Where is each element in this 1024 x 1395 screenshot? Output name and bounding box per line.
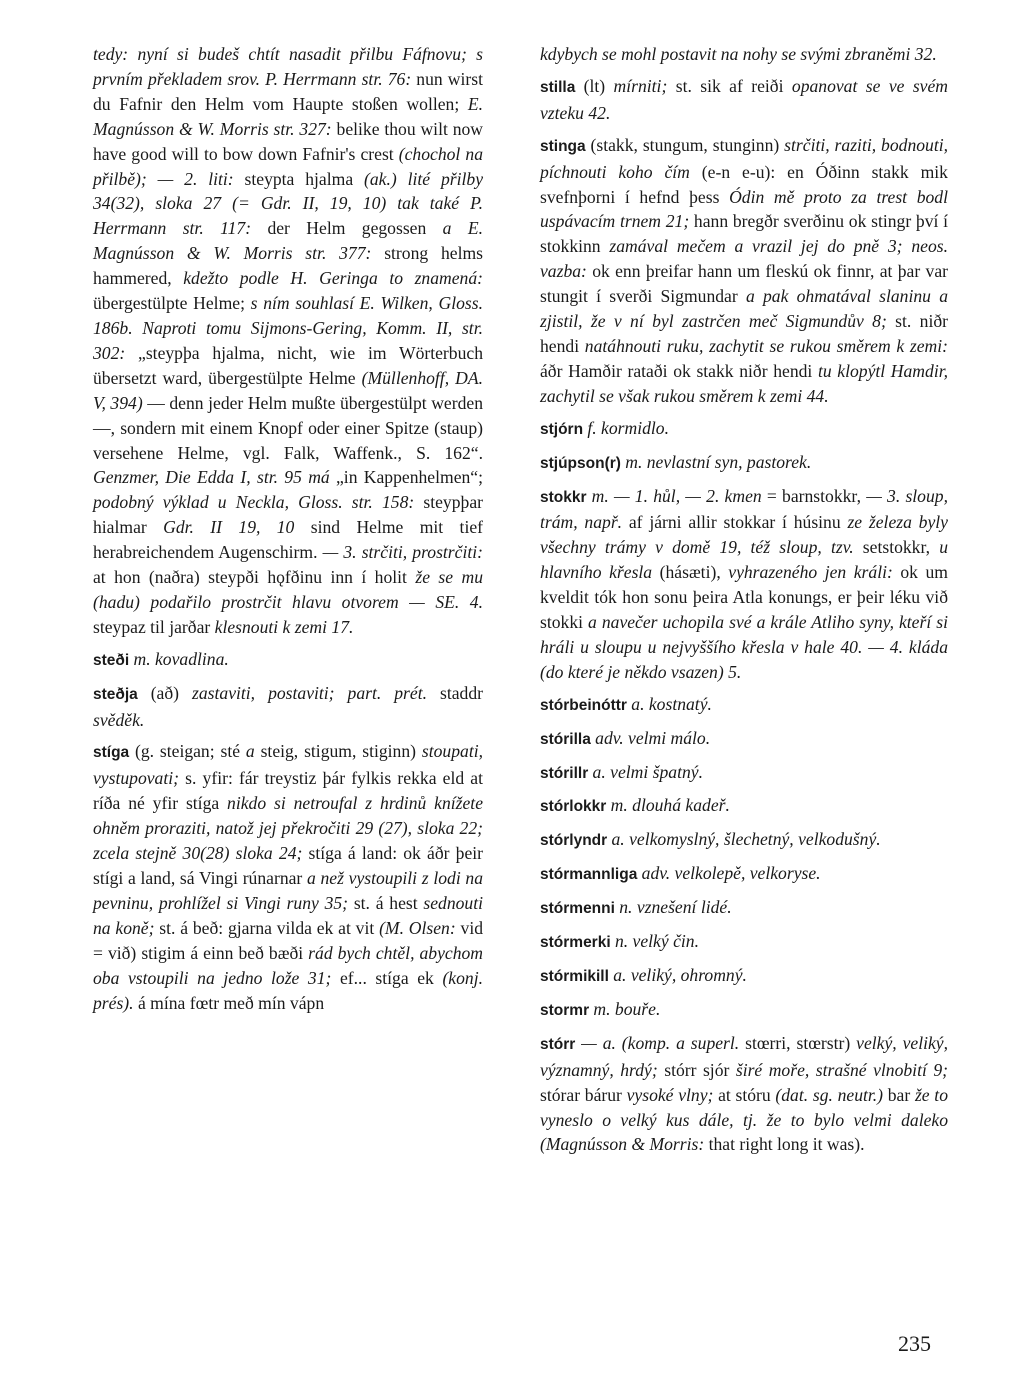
headword: stormr — [540, 1001, 594, 1019]
entry-text: kdežto podle H. Geringa to znamená: — [183, 268, 483, 289]
entry-text: steypaz til jarðar — [93, 616, 215, 637]
entry-text: a — [245, 741, 261, 762]
entry-text: stíga á land: ok áðr þeir stígi a land, sá Vingi rúnarnar — [93, 843, 483, 888]
entry-text: at stóru — [718, 1084, 776, 1105]
entry-text: n. vznešení lidé. — [619, 897, 732, 918]
headword: steðja — [93, 685, 151, 703]
entry-text: Ódin mě proto za trest bodl uspávacím trnem 21; — [540, 186, 948, 232]
entry-text: klesnouti k zemi 17. — [214, 616, 354, 637]
headword: stórmenni — [540, 900, 620, 918]
headword: stórmerki — [540, 934, 615, 952]
entry-text: staddr — [439, 682, 483, 703]
entry-text: m. — 1. hůl, — 2. kmen — [591, 485, 767, 506]
entry-text: velký, veliký, významný, hrdý; — [540, 1032, 948, 1080]
headword: stórmikill — [540, 968, 614, 985]
headword: stórlyndr — [540, 832, 612, 850]
entry-text: a E. Magnússon & W. Morris str. 377: — [93, 218, 484, 264]
entry-text: steypþar hialmar — [93, 492, 483, 538]
entry-text: ze železa byly všechny trámy v domě 19, též sloup, tzv. — [540, 512, 948, 558]
entry-text: steypta hjalma — [244, 168, 365, 189]
dictionary-entry — [540, 760, 948, 787]
right-column — [540, 42, 948, 1164]
headword: stilla — [540, 78, 584, 96]
entry-text: setstokkr, — [862, 537, 940, 558]
dictionary-entry — [540, 963, 948, 990]
entry-text: tu klopýtl Hamdir, zachytil se však rukou směrem k zemi 44. — [540, 360, 948, 406]
entry-text: á mína fœtr með mín vápn — [137, 992, 325, 1013]
entry-text: kdybych se mohl postavit na nohy se svými zbraněmi 32. — [540, 44, 937, 64]
headword: stinga — [540, 137, 591, 155]
entry-text: st. á beð: gjarna vilda ek at vit — [159, 917, 380, 938]
entry-text: at hon (naðra) steypði hǫfðinu inn í holit — [93, 567, 416, 588]
entry-text: vyhrazeného jen králi: — [728, 562, 901, 583]
dictionary-entry — [540, 929, 948, 956]
entry-text: = barnstokkr, — [766, 485, 867, 506]
entry-text: a pak ohmatával slaninu a zjistil, že v ní byl zastrčen meč Sigmundův 8; — [540, 286, 948, 332]
entry-text: rád bych chtěl, abychom oba vstoupili na jedno lože 31; — [93, 942, 484, 988]
entry-text: áðr Hamðir rataði ok stakk niðr hendi — [540, 360, 818, 381]
entry-text: širé moře, strašné vlnobití 9; — [735, 1059, 948, 1080]
dictionary-entry — [540, 997, 948, 1024]
entry-text: tedy: nyní si budeš chtít nasadit přilbu Fáfnovu; s prvním překladem srov. P. Herrmann str. 76: — [93, 44, 483, 89]
entry-text: — 3. strčiti, prostrčiti: — [322, 542, 483, 563]
headword: stjórn — [540, 420, 588, 438]
entry-text: sednouti na koně; — [93, 892, 483, 938]
entry-text: podobný výklad u Neckla, Gloss. str. 158: — [93, 492, 424, 513]
entry-text: Genzmer, Die Edda I, str. 95 má — [93, 467, 336, 488]
entry-text: steig, stigum, stiginn) — [260, 741, 422, 762]
entry-text: n. velký čin. — [614, 931, 699, 952]
entry-text: „in Kappenhelmen“; — [336, 467, 483, 488]
entry-text: nikdo si netroufal z hrdinů knížete ohněm proraziti, natož jej překročiti 29 (27), sloka 22; zcela stejně 30(28) sloka 24; — [93, 793, 483, 864]
entry-text: — denn jeder Helm mußte übergestülpt werden —, sondern mit einem Knopf oder einer Spitze (staup) versehene Helme, vgl. Falk, Waffenk., S. 162“. — [93, 392, 483, 463]
headword: steði — [93, 651, 134, 669]
entry-text: že to vyneslo o velký kus dále, tj. že to bylo velmi daleko (Magnússon & Morris: — [540, 1084, 948, 1155]
entry-text: nun wirst du Fafnir den Helm vom Haupte stoßen wollen; — [93, 68, 483, 114]
entry-text: u hlavního křesla — [540, 537, 948, 583]
dictionary-entry — [540, 827, 948, 854]
entry-text: a. kostnatý. — [631, 693, 712, 714]
entry-text: — 3. sloup, trám, např. — [540, 485, 948, 533]
dictionary-entry — [93, 739, 483, 1015]
entry-text: (lt) — [583, 75, 614, 96]
entry-text: natáhnouti ruku, zachytit se rukou směrem k zemi: — [584, 335, 948, 356]
entry-text: bar — [887, 1084, 915, 1105]
entry-text: a. velmi špatný. — [592, 761, 703, 782]
entry-text: že se mu (hadu) podařilo prostrčit hlavu otvorem — SE. 4. — [93, 567, 483, 612]
entry-text: sind Helme mit tief herabreichendem Augenschirm. — [93, 517, 483, 563]
dictionary-entry — [540, 861, 948, 888]
headword: stíga — [93, 744, 135, 762]
headword: stokkr — [540, 488, 592, 506]
entry-text: a než vystoupili z lodi na pevninu, prohlížel si Vingi runy 35; — [93, 868, 484, 913]
entry-text: vid = við) stigim á einn beð bæði — [93, 917, 483, 963]
dictionary-entry — [540, 42, 948, 67]
entry-text: ok enn þreifar hann um fleskú ok finnr, at þar var stungit í sverði Sigmundar — [540, 261, 948, 307]
entry-text: (chochol na přilbě); — 2. liti: — [93, 143, 483, 189]
entry-text: opanovat se ve svém vzteku 42. — [540, 75, 949, 123]
headword: stjúpson(r) — [540, 454, 626, 472]
headword: stórbeinóttr — [540, 696, 632, 714]
entry-text: adv. velmi málo. — [595, 727, 711, 748]
entry-text: Gdr. II 19, 10 — [163, 517, 311, 538]
dictionary-entry — [93, 42, 483, 640]
entry-text: stoupati, vystupovati; — [93, 741, 483, 789]
entry-text: (Müllenhoff, DA. V, 394) — [93, 367, 483, 413]
entry-text: st. á hest — [353, 892, 424, 913]
entry-text: st. niðr hendi — [540, 311, 948, 356]
dictionary-entry — [93, 647, 483, 674]
entry-text: — a. (komp. a superl. — [581, 1032, 746, 1053]
dictionary-entry — [540, 793, 948, 820]
dictionary-entry — [540, 1031, 948, 1158]
headword: stórillr — [540, 764, 593, 782]
entry-text: m. bouře. — [593, 998, 661, 1019]
dictionary-entry — [540, 133, 948, 409]
entry-text: svěděk. — [93, 709, 145, 730]
entry-text: übergestülpte Helme; — [93, 293, 251, 314]
entry-text: ok um kveldit tók hon sonu þeira Atla konungs, er þeir léku við stokki — [540, 562, 948, 633]
entry-text: m. nevlastní syn, pastorek. — [625, 451, 812, 472]
dictionary-entry — [540, 416, 948, 443]
headword: stórr — [540, 1035, 582, 1053]
entry-text: zastaviti, postaviti; part. prét. — [192, 682, 440, 703]
entry-text: E. Magnússon & W. Morris str. 327: — [93, 93, 483, 139]
headword: stórilla — [540, 730, 596, 748]
left-column — [93, 42, 483, 1022]
entry-text: m. kovadlina. — [133, 648, 229, 669]
entry-text: mírniti; — [613, 75, 676, 96]
entry-text: (að) — [150, 682, 193, 703]
headword: stórlokkr — [540, 798, 611, 816]
entry-text: belike thou wilt now have good will to bow down Fafnir's crest — [93, 118, 483, 164]
entry-text: (ak.) lité přilby 34(32), sloka 27 (= Gdr. II, 19, 10) tak také P. Herrmann str. 117: — [93, 168, 483, 239]
entry-text: m. dlouhá kadeř. — [610, 795, 730, 816]
entry-text: (stakk, stungum, stunginn) — [590, 134, 785, 155]
entry-text: that right long it was). — [708, 1134, 865, 1155]
entry-text: der Helm gegossen — [267, 218, 443, 239]
entry-text: „steypþa hjalma, nicht, wie im Wörterbuch übersetzt ward, übergestülpte Helme — [93, 342, 483, 388]
entry-text: (dat. sg. neutr.) — [775, 1084, 888, 1105]
entry-text: st. sik af reiði — [675, 75, 792, 96]
dictionary-entry — [540, 74, 948, 126]
dictionary-entry — [540, 895, 948, 922]
entry-text: (M. Olsen: — [379, 917, 461, 938]
page-number: 235 — [898, 1331, 931, 1356]
dictionary-entry — [540, 692, 948, 719]
entry-text: vysoké vlny; — [626, 1084, 719, 1105]
entry-text: hann bregðr sverðinu ok stingr því í stokkinn — [540, 211, 948, 257]
entry-text: stórr sjór — [664, 1059, 736, 1080]
dictionary-entry — [540, 484, 948, 685]
entry-text: s. yfir: fár treystiz þár fylkis rekka eld at ríða né yfir stíga — [93, 768, 483, 814]
entry-text: a. veliký, ohromný. — [613, 965, 747, 985]
headword: stórmannliga — [540, 866, 642, 884]
entry-text: (e-n e-u): en Óðinn stakk mik svefnþorni í hefnd þess — [540, 161, 948, 207]
entry-text: f. kormidlo. — [587, 417, 669, 438]
entry-text: (g. steigan; sté — [134, 741, 246, 762]
entry-text: adv. velkolepě, velkoryse. — [641, 863, 821, 884]
entry-text: strong helms hammered, — [93, 243, 483, 289]
entry-text: (hásæti), — [659, 562, 729, 583]
entry-text: ef... stíga ek — [339, 967, 443, 988]
dictionary-entry — [540, 450, 948, 477]
entry-text: (konj. prés). — [93, 967, 483, 1013]
entry-text: zamával mečem a vrazil jej do pně 3; neos. vazba: — [540, 236, 948, 282]
dictionary-entry — [93, 681, 483, 733]
entry-text: af járni allir stokkar í húsinu — [628, 512, 848, 533]
entry-text: strčiti, raziti, bodnouti, píchnouti koho čím — [540, 134, 949, 182]
entry-text: s ním souhlasí E. Wilken, Gloss. 186b. Naproti tomu Sijmons-Gering, Komm. II, str. 302: — [93, 293, 484, 363]
dictionary-entry — [540, 726, 948, 753]
entry-text: a navečer uchopila své a krále Atliho syny, kteří si hráli u sloupu u nejvyššího křesla v hale 40. — 4. kláda (do které je někdo vsazen) 5. — [540, 612, 948, 682]
entry-text: stórar bárur — [540, 1084, 627, 1105]
entry-text: a. velkomyslný, šlechetný, velkodušný. — [611, 829, 881, 850]
entry-text: stœrri, stœrstr) — [745, 1032, 857, 1053]
